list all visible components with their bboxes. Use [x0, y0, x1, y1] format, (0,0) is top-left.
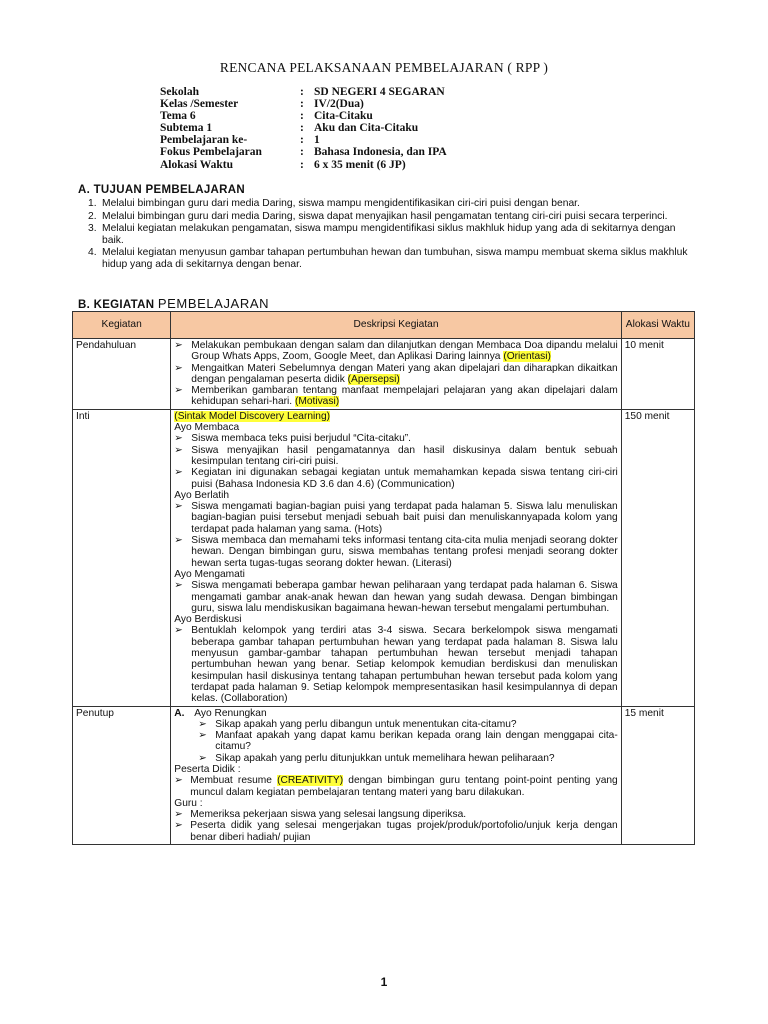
table-row: [73, 339, 695, 410]
bullet-text-main: Mengaitkan Materi Sebelumnya dengan Materi yang akan dipelajari dan diharapkan dikaitkan dengan pengalaman peserta didik: [191, 362, 618, 385]
subsection-title: Ayo Berdiskusi: [174, 614, 242, 626]
identity-colon: :: [300, 158, 304, 171]
goal-text: Melalui kegiatan melakukan pengamatan, siswa mampu mengidentifikasi siklus makhluk hidup yang ada di sekitarnya dengan baik.: [102, 223, 676, 246]
identity-row: [160, 122, 447, 134]
activity-name: Penutup: [73, 706, 171, 845]
identity-block: [160, 86, 447, 171]
bullet-text: Siswa menyajikan hasil pengamatannya dan hasil diskusinya dalam bentuk sebuah kesimpulan tentang ciri-ciri puisi.: [191, 444, 618, 467]
header-kegiatan: Kegiatan: [73, 312, 171, 339]
bullet-text: Sikap apakah yang perlu ditunjukkan untuk memelihara hewan peliharaan?: [215, 752, 555, 764]
bullet-text: Memeriksa pekerjaan siswa yang selesai langsung diperiksa.: [190, 809, 467, 821]
bullet-item: [174, 363, 617, 386]
identity-row: [160, 110, 447, 122]
activity-description: [171, 339, 621, 410]
bullet-item: [174, 809, 617, 820]
bullet-text: Siswa mengamati bagian-bagian puisi yang terdapat pada halaman 5. Siswa lalu menuliskan bagian-bagian puisi tersebut menjadi sebuah bait puisi dan menuliskannyapada kolom yang terdapat pada halaman yang sama. (Hots): [191, 501, 618, 535]
bullet-text: Siswa mengamati beberapa gambar hewan peliharaan yang terdapat pada halaman 6. Siswa mengamati gambar anak-anak hewan dan hewan yang sudah dewasa. Dengan bimbingan guru, siswa lalu mendiskusikan bagaimana hewan-hewan tersebut mengalami pertumbuhan.: [191, 580, 618, 614]
bullet-text: [190, 775, 617, 798]
bullet-text-post: dengan bimbingan guru tentang point-point penting yang muncul dalam kegiatan pembelajaran tentang materi yang baru dilakukan.: [190, 775, 618, 798]
activity-description: [171, 409, 621, 706]
bullet-text: [191, 385, 617, 408]
subsection-title: Guru :: [174, 797, 203, 809]
identity-label: Tema 6: [160, 110, 196, 123]
bullet-text: [191, 363, 617, 386]
identity-label: Subtema 1: [160, 122, 213, 135]
arrow-bullet-icon: ➢: [174, 340, 183, 351]
highlight-tag: (Orientasi): [503, 351, 551, 363]
bullet-text: Kegiatan ini digunakan sebagai kegiatan untuk memahamkan kepada siswa tentang ciri-ciri puisi (Bahasa Indonesia KD 3.6 dan 4.6) (Communication): [191, 467, 618, 490]
identity-label: Kelas /Semester: [160, 98, 239, 111]
identity-value: Bahasa Indonesia, dan IPA: [314, 146, 447, 159]
identity-label: Fokus Pembelajaran: [160, 146, 262, 159]
goal-item: [88, 223, 694, 246]
arrow-bullet-icon: ➢: [174, 820, 183, 832]
goal-item: [88, 247, 694, 270]
goal-text: Melalui bimbingan guru dari media Daring, siswa mampu mengidentifikasikan ciri-ciri puisi dengan benar.: [102, 198, 580, 209]
arrow-bullet-icon: ➢: [174, 580, 183, 592]
arrow-bullet-icon: ➢: [174, 535, 183, 547]
arrow-bullet-icon: ➢: [198, 718, 207, 730]
learning-goals-list: [88, 198, 694, 272]
section-a-heading: A. TUJUAN PEMBELAJARAN: [78, 184, 245, 196]
header-alokasi: Alokasi Waktu: [621, 312, 694, 339]
goal-number: 2.: [88, 210, 97, 222]
identity-value: SD NEGERI 4 SEGARAN: [314, 86, 445, 98]
bullet-item: [174, 385, 617, 408]
goal-item: [88, 211, 694, 223]
subsection-a: [174, 708, 617, 719]
identity-value: 1: [314, 134, 320, 147]
bullet-item: [174, 535, 617, 569]
identity-label: Pembelajaran ke-: [160, 134, 248, 147]
bullet-text: Sikap apakah yang perlu dibangun untuk menentukan cita-citamu?: [215, 718, 517, 730]
bullet-text-pre: Membuat resume: [190, 775, 272, 787]
identity-value: 6 x 35 menit (6 JP): [314, 158, 406, 171]
table-header-row: [73, 312, 695, 339]
identity-value: IV/2(Dua): [314, 98, 364, 111]
highlight-tag: (CREATIVITY): [277, 775, 344, 787]
identity-colon: :: [300, 134, 304, 147]
subsection-title: Peserta Didik :: [174, 763, 241, 775]
bullet-item: [174, 719, 617, 730]
bullet-text: Peserta didik yang selesai mengerjakan tugas projek/produk/portofolio/unjuk kerja dengan benar diberi hadiah/ pujian: [190, 820, 618, 843]
identity-row: [160, 159, 447, 171]
arrow-bullet-icon: ➢: [174, 385, 183, 397]
identity-value: Aku dan Cita-Citaku: [314, 122, 419, 135]
bullet-item: [174, 775, 617, 798]
goal-number: 3.: [88, 223, 97, 235]
goal-text: Melalui bimbingan guru dari media Daring, siswa dapat menyajikan hasil pengamatan tentang ciri-ciri puisi secara terperinci.: [102, 210, 668, 222]
subsection-letter: A.: [174, 707, 185, 719]
goal-number: 4.: [88, 247, 97, 259]
identity-row: [160, 134, 447, 146]
bullet-text: Siswa membaca teks puisi berjudul “Cita-citaku”.: [191, 433, 411, 445]
table-row: [73, 409, 695, 706]
page-number: 1: [380, 975, 388, 989]
identity-colon: :: [300, 98, 304, 111]
table-row: [73, 706, 695, 845]
arrow-bullet-icon: ➢: [174, 433, 183, 445]
identity-value: Cita-Citaku: [314, 110, 373, 123]
bullet-item: [174, 625, 617, 704]
bullet-item: [174, 501, 617, 535]
goal-text: Melalui kegiatan menyusun gambar tahapan pertumbuhan hewan dan tumbuhan, siswa mampu membuat skema siklus makhluk hidup yang ada di sekitarnya dengan benar.: [102, 247, 688, 270]
activity-time: 10 menit: [621, 339, 694, 410]
bullet-text: Siswa membaca dan memahami teks informasi tentang cita-cita mulia menjadi seorang dokter hewan. Dengan bimbingan guru, siswa membahas tentang profesi menjadi seorang dokter hewan serta tugas-tugas seorang dokter hewan. (Literasi): [191, 535, 618, 569]
arrow-bullet-icon: ➢: [198, 752, 207, 764]
arrow-bullet-icon: ➢: [198, 730, 207, 742]
activity-description: [171, 706, 621, 845]
identity-label: Sekolah: [160, 86, 199, 98]
arrow-bullet-icon: ➢: [174, 809, 183, 821]
bullet-item: [174, 467, 617, 490]
arrow-bullet-icon: ➢: [174, 775, 183, 787]
bullet-text-main: Memberikan gambaran tentang manfaat mempelajari pelajaran yang akan dipelajari dalam kehidupan sehari-hari.: [191, 385, 618, 408]
section-b-heading-prefix: B. KEGIATAN: [78, 299, 155, 311]
header-deskripsi: Deskripsi Kegiatan: [171, 312, 621, 339]
subsection-title: Ayo Renungkan: [194, 707, 267, 719]
bullet-item: [174, 753, 617, 764]
section-b-heading: [78, 296, 269, 311]
identity-colon: :: [300, 146, 304, 159]
subsection-title: Ayo Mengamati: [174, 568, 245, 580]
model-label: (Sintak Model Discovery Learning): [174, 410, 331, 422]
highlight-tag: (Motivasi): [294, 396, 340, 408]
identity-row: [160, 98, 447, 110]
activity-name: Pendahuluan: [73, 339, 171, 410]
activity-name: Inti: [73, 409, 171, 706]
goal-item: [88, 198, 694, 210]
bullet-item: [174, 580, 617, 614]
identity-row: [160, 86, 447, 98]
subsection-title: Ayo Membaca: [174, 422, 240, 434]
document-title: RENCANA PELAKSANAAN PEMBELAJARAN ( RPP ): [219, 60, 549, 75]
arrow-bullet-icon: ➢: [174, 362, 183, 374]
bullet-text: [191, 340, 617, 363]
bullet-item: [174, 445, 617, 468]
bullet-item: [174, 433, 617, 444]
goal-number: 1.: [88, 198, 97, 209]
bullet-item: [174, 730, 617, 753]
identity-colon: :: [300, 122, 304, 135]
arrow-bullet-icon: ➢: [174, 625, 183, 637]
activities-table: [72, 311, 695, 845]
highlight-tag: (Apersepsi): [347, 373, 400, 385]
identity-colon: :: [300, 86, 304, 98]
activity-time: 15 menit: [621, 706, 694, 845]
bullet-item: [174, 820, 617, 843]
bullet-text: Bentuklah kelompok yang terdiri atas 3-4 siswa. Secara berkelompok siswa mengamati beberapa gambar tahapan pertumbuhan hewan yang terdapat pada halaman 8. Siswa lalu menyusun gambar-gambar tahapan pertumbuhan hewan tersebut menjadi tahapan pertumbuhan hewan yang benar. Setiap kelompok kemudian berdiskusi dan menuliskan kesimpulan hasil diskusinya tentang tahapan pertumbuhan hewan tersebut pada kolom yang terdapat pada halaman 9. Setiap kelompok mempresentasikan hasil kesimpulannya di depan kelas. (Collaboration): [191, 625, 618, 705]
arrow-bullet-icon: ➢: [174, 444, 183, 456]
bullet-text-main: Melakukan pembukaan dengan salam dan dilanjutkan dengan Membaca Doa dipandu melalui Group Whats Apps, Zoom, Google Meet, dan Aplikasi Daring lainnya: [191, 340, 618, 363]
bullet-text: Manfaat apakah yang dapat kamu berikan kepada orang lain dengan menggapai cita-citamu?: [215, 730, 618, 753]
bullet-item: [174, 340, 617, 363]
identity-label: Alokasi Waktu: [160, 158, 233, 171]
activity-time: 150 menit: [621, 409, 694, 706]
arrow-bullet-icon: ➢: [174, 467, 183, 479]
identity-colon: :: [300, 110, 304, 123]
identity-row: [160, 146, 447, 158]
subsection-title: Ayo Berlatih: [174, 489, 230, 501]
section-b-heading-rest: PEMBELAJARAN: [157, 296, 270, 311]
arrow-bullet-icon: ➢: [174, 501, 183, 513]
